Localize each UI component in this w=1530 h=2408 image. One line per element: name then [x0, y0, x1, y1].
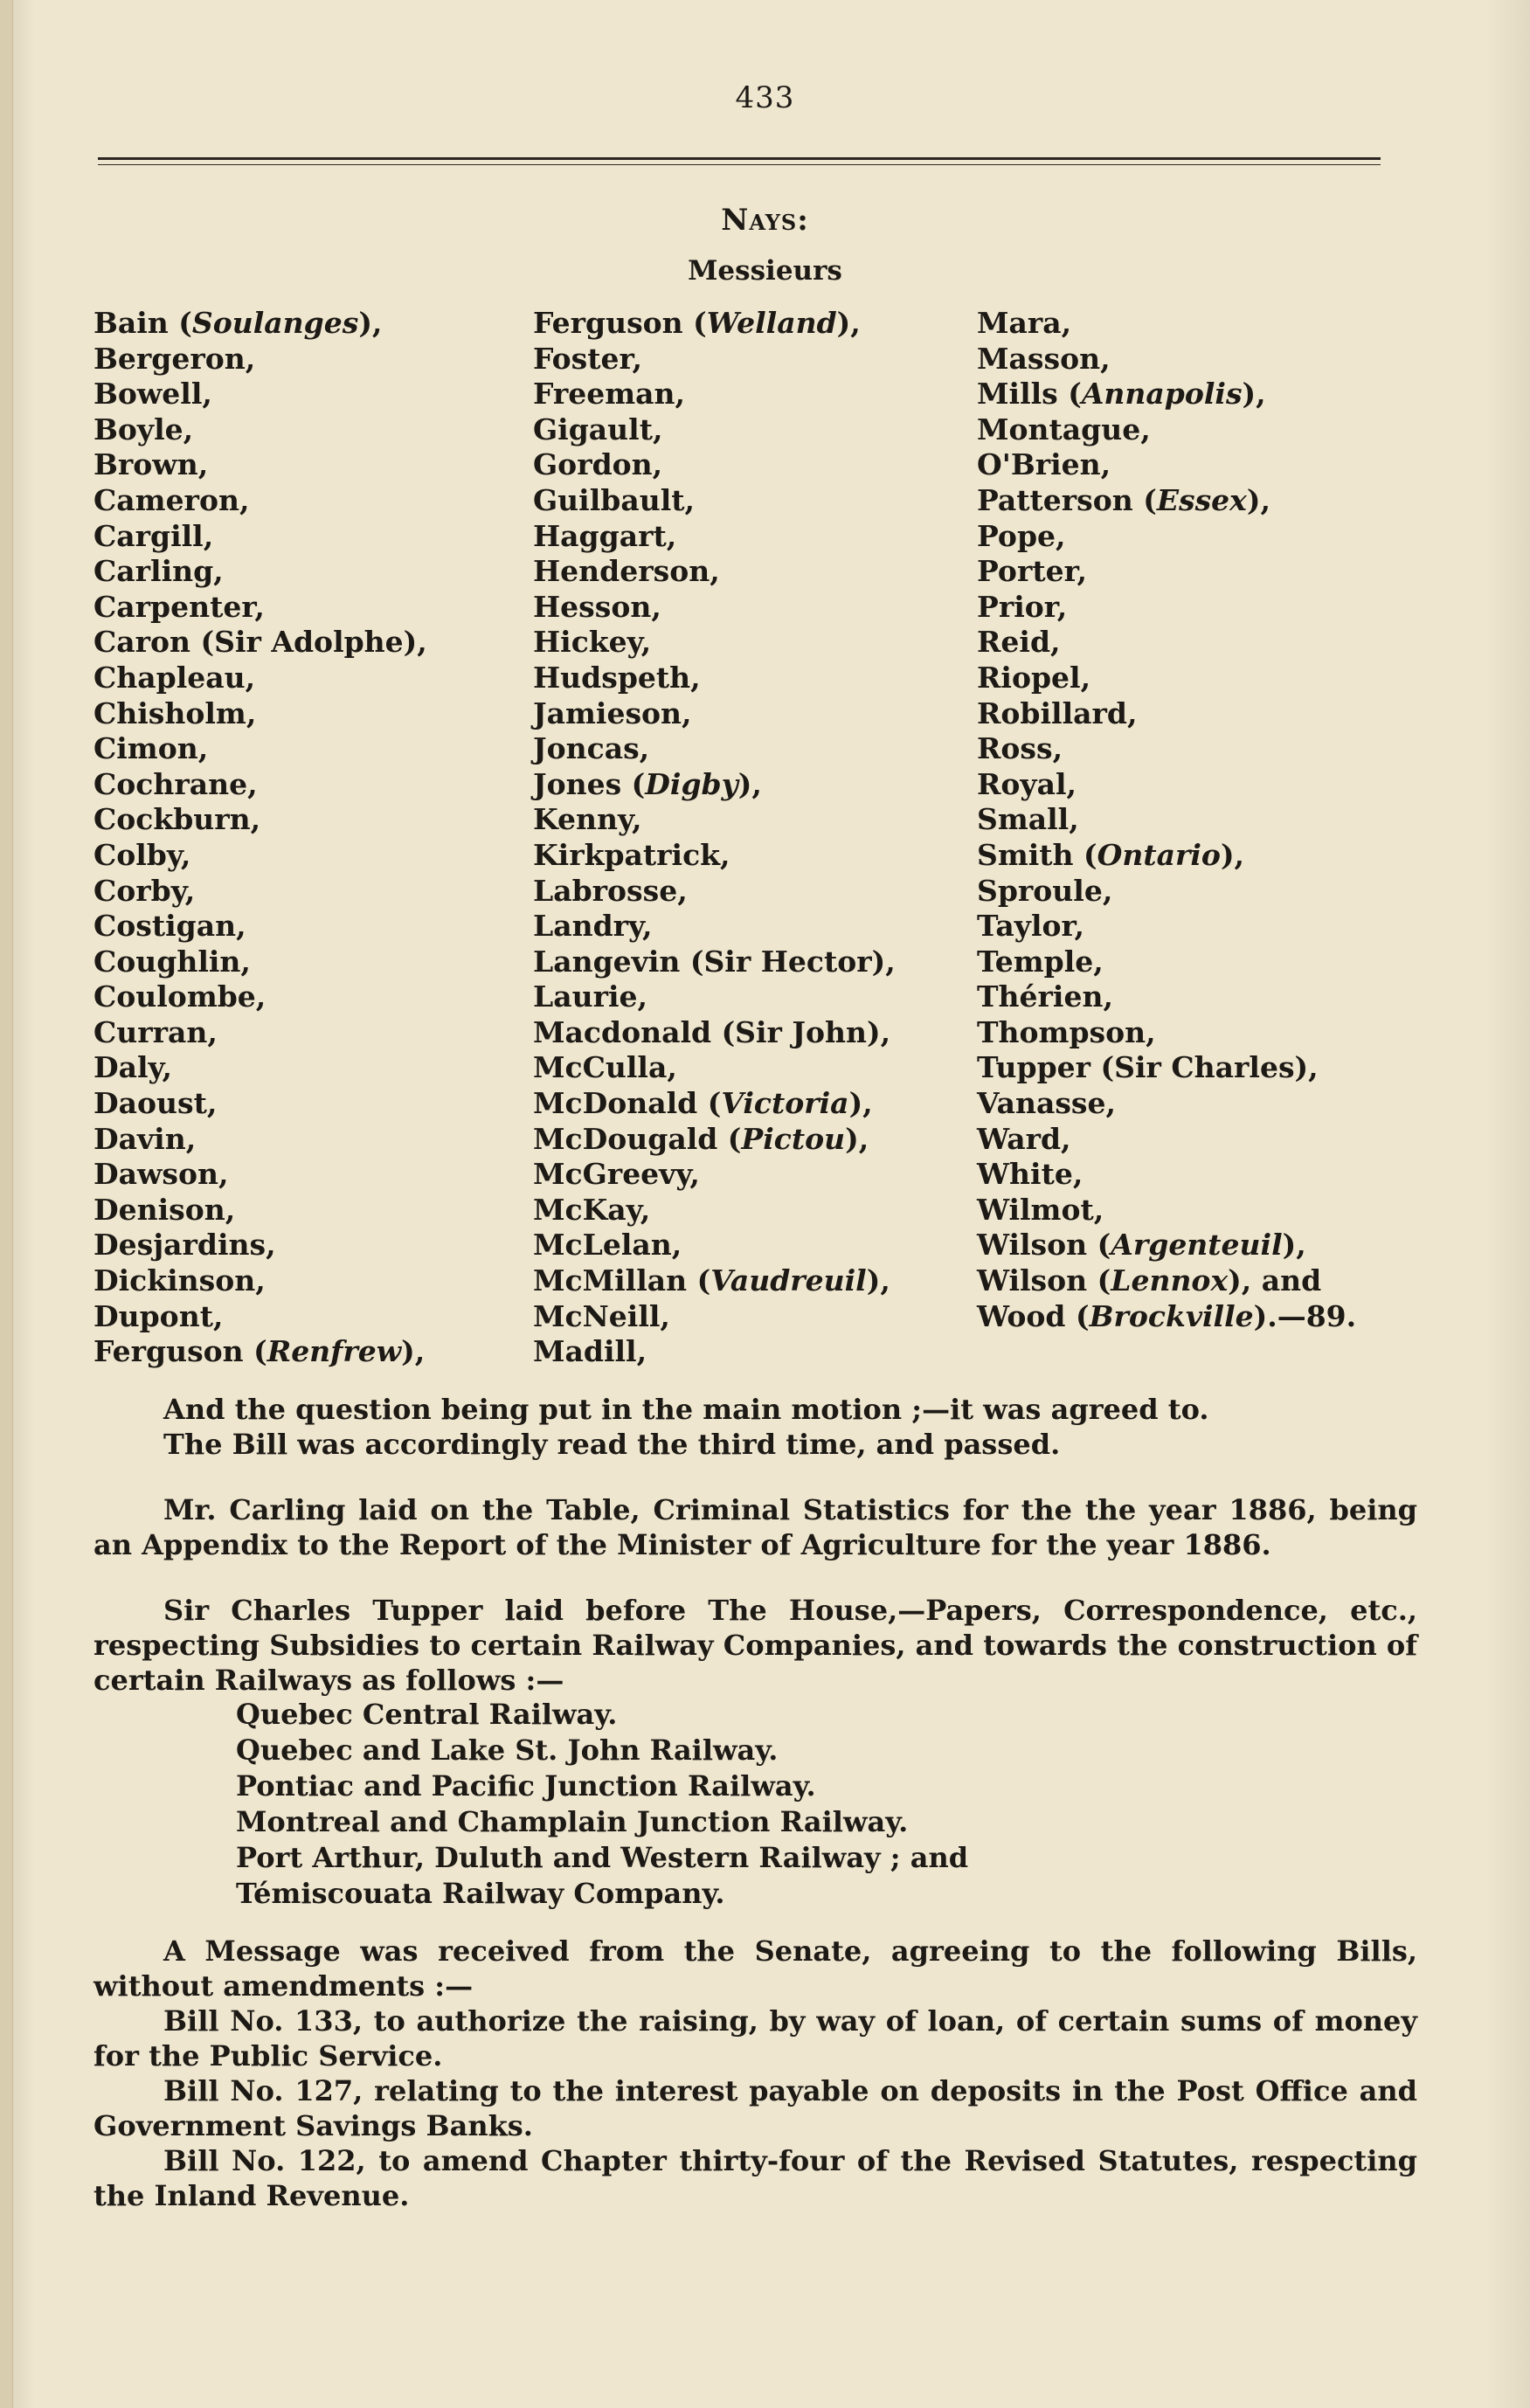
member-name: Hickey, [533, 625, 652, 660]
member-name: Labrosse, [533, 873, 688, 908]
member-name: Freeman, [533, 377, 686, 412]
member-name: Sproule, [977, 873, 1113, 908]
names-column-2 [533, 306, 896, 1370]
header-rule-thin [98, 164, 1381, 165]
member-name: McNeill, [533, 1298, 670, 1333]
paragraph-bill-127 [93, 2073, 1417, 2143]
member-name: Porter, [977, 554, 1088, 589]
member-name: Macdonald (Sir John), [533, 1014, 891, 1049]
member-name: Tupper (Sir Charles), [977, 1050, 1319, 1085]
member-name: Hudspeth, [533, 660, 701, 695]
member-name: Riopel, [977, 660, 1091, 695]
member-name: Dawson, [93, 1157, 229, 1192]
member-name: Jamieson, [533, 695, 692, 730]
member-name: Pope, [977, 518, 1066, 553]
member-name: Bain (Soulanges), [93, 306, 383, 340]
paragraph-senate-message [93, 1934, 1417, 2003]
paragraph-main-motion [93, 1392, 1417, 1462]
member-name: White, [977, 1157, 1083, 1192]
member-name: Smith (Ontario), [977, 837, 1245, 872]
paragraph-bill-133 [93, 2003, 1417, 2073]
member-name: Colby, [93, 837, 191, 872]
paragraph-bill-122 [93, 2143, 1417, 2213]
member-name: Dupont, [93, 1298, 224, 1333]
member-name: Curran, [93, 1014, 218, 1049]
member-name: Chisholm, [93, 695, 257, 730]
railway-item: Témiscouata Railway Company. [236, 1877, 725, 1910]
railway-item: Pontiac and Pacific Junction Railway. [236, 1769, 816, 1803]
member-name: Denison, [93, 1192, 236, 1227]
member-name: Small, [977, 802, 1079, 837]
member-name: Jones (Digby), [533, 766, 762, 801]
member-name: Corby, [93, 873, 196, 908]
member-name: Chapleau, [93, 660, 256, 695]
member-name: Carpenter, [93, 589, 265, 624]
member-name: Cockburn, [93, 802, 261, 837]
member-name: Reid, [977, 625, 1061, 660]
member-name: Vanasse, [977, 1086, 1116, 1121]
names-column-1 [93, 306, 427, 1370]
member-name: Brown, [93, 447, 209, 482]
member-name: McLelan, [533, 1228, 682, 1263]
member-name: McCulla, [533, 1050, 677, 1085]
member-name: Joncas, [533, 731, 650, 766]
member-name: Daoust, [93, 1086, 218, 1121]
member-name: McKay, [533, 1192, 651, 1227]
member-name: Mills (Annapolis), [977, 377, 1266, 412]
bill-127-text: Bill No. 127, relating to the interest payable on deposits in the Post Office and Government Savings Banks. [93, 2074, 1417, 2142]
member-name: Laurie, [533, 979, 647, 1014]
member-name: Montague, [977, 412, 1151, 446]
member-name: Wilson (Argenteuil), [977, 1228, 1306, 1263]
member-name: Boyle, [93, 412, 194, 446]
member-name: Ward, [977, 1121, 1071, 1156]
member-name: Royal, [977, 766, 1077, 801]
member-name: Wilson (Lennox), and [977, 1263, 1322, 1298]
member-name: Prior, [977, 589, 1068, 624]
member-name: Cargill, [93, 518, 214, 553]
member-name: Wood (Brockville).—89. [977, 1298, 1357, 1333]
nays-heading: Nays: [721, 203, 809, 238]
senate-message-text: A Message was received from the Senate, agreeing to the following Bills, without amendments :— [93, 1934, 1417, 2003]
member-name: Landry, [533, 909, 653, 944]
main-motion-line-2: The Bill was accordingly read the third time, and passed. [163, 1428, 1061, 1461]
member-name: Ross, [977, 731, 1063, 766]
header-rule-thick [98, 157, 1381, 160]
railway-item: Montreal and Champlain Junction Railway. [236, 1805, 909, 1838]
railway-item: Quebec and Lake St. John Railway. [236, 1733, 779, 1767]
member-name: O'Brien, [977, 447, 1111, 482]
member-name: McDonald (Victoria), [533, 1086, 873, 1121]
member-name: Henderson, [533, 554, 720, 589]
member-name: Thompson, [977, 1014, 1156, 1049]
member-name: Kenny, [533, 802, 642, 837]
member-name: Mara, [977, 306, 1072, 340]
member-name: Daly, [93, 1050, 173, 1085]
member-name: Dickinson, [93, 1263, 266, 1298]
member-name: Langevin (Sir Hector), [533, 944, 896, 979]
member-name: Ferguson (Renfrew), [93, 1334, 426, 1369]
member-name: Temple, [977, 944, 1104, 979]
member-name: Gordon, [533, 447, 663, 482]
member-name: Caron (Sir Adolphe), [93, 625, 427, 660]
member-name: Masson, [977, 341, 1111, 376]
names-column-3 [977, 306, 1356, 1334]
page-binding-edge [0, 0, 13, 2408]
member-name: Foster, [533, 341, 642, 376]
member-name: Davin, [93, 1121, 197, 1156]
railway-item: Port Arthur, Duluth and Western Railway ; and [236, 1841, 969, 1874]
main-motion-line-1: And the question being put in the main motion ;—it was agreed to. [163, 1393, 1209, 1426]
member-name: Wilmot, [977, 1192, 1104, 1227]
member-name: Patterson (Essex), [977, 482, 1270, 517]
member-name: Carling, [93, 554, 224, 589]
member-name: Bowell, [93, 377, 212, 412]
member-name: Coulombe, [93, 979, 267, 1014]
member-name: Hesson, [533, 589, 661, 624]
paragraph-tupper [93, 1593, 1417, 1698]
member-name: Thérien, [977, 979, 1113, 1014]
paragraph-carling [93, 1492, 1417, 1562]
member-name: Ferguson (Welland), [533, 306, 861, 340]
tupper-text: Sir Charles Tupper laid before The House,—Papers, Correspondence, etc., respecting Subsidies to certain Railway Companies, and towards the construction of certain Railways as follows :— [93, 1594, 1417, 1697]
member-name: Robillard, [977, 695, 1138, 730]
member-name: McDougald (Pictou), [533, 1121, 869, 1156]
member-name: Gigault, [533, 412, 663, 446]
member-name: Cochrane, [93, 766, 258, 801]
member-name: Cimon, [93, 731, 209, 766]
member-name: Kirkpatrick, [533, 837, 730, 872]
member-name: Desjardins, [93, 1228, 276, 1263]
member-name: Taylor, [977, 909, 1084, 944]
member-name: McGreevy, [533, 1157, 700, 1192]
member-name: Madill, [533, 1334, 647, 1369]
messieurs-subheading: Messieurs [688, 255, 842, 287]
member-name: McMillan (Vaudreuil), [533, 1263, 890, 1298]
railway-list [236, 1697, 968, 1912]
bill-122-text: Bill No. 122, to amend Chapter thirty-four of the Revised Statutes, respecting the Inland Revenue. [93, 2144, 1417, 2212]
member-name: Haggart, [533, 518, 677, 553]
member-name: Costigan, [93, 909, 246, 944]
page-number: 433 [735, 80, 795, 115]
bill-133-text: Bill No. 133, to authorize the raising, by way of loan, of certain sums of money for the Public Service. [93, 2004, 1417, 2072]
carling-text: Mr. Carling laid on the Table, Criminal Statistics for the the year 1886, being an Appendix to the Report of the Minister of Agriculture for the year 1886. [93, 1493, 1417, 1561]
member-name: Coughlin, [93, 944, 251, 979]
member-name: Cameron, [93, 482, 250, 517]
member-name: Bergeron, [93, 341, 256, 376]
member-name: Guilbault, [533, 482, 695, 517]
railway-item: Quebec Central Railway. [236, 1698, 618, 1731]
